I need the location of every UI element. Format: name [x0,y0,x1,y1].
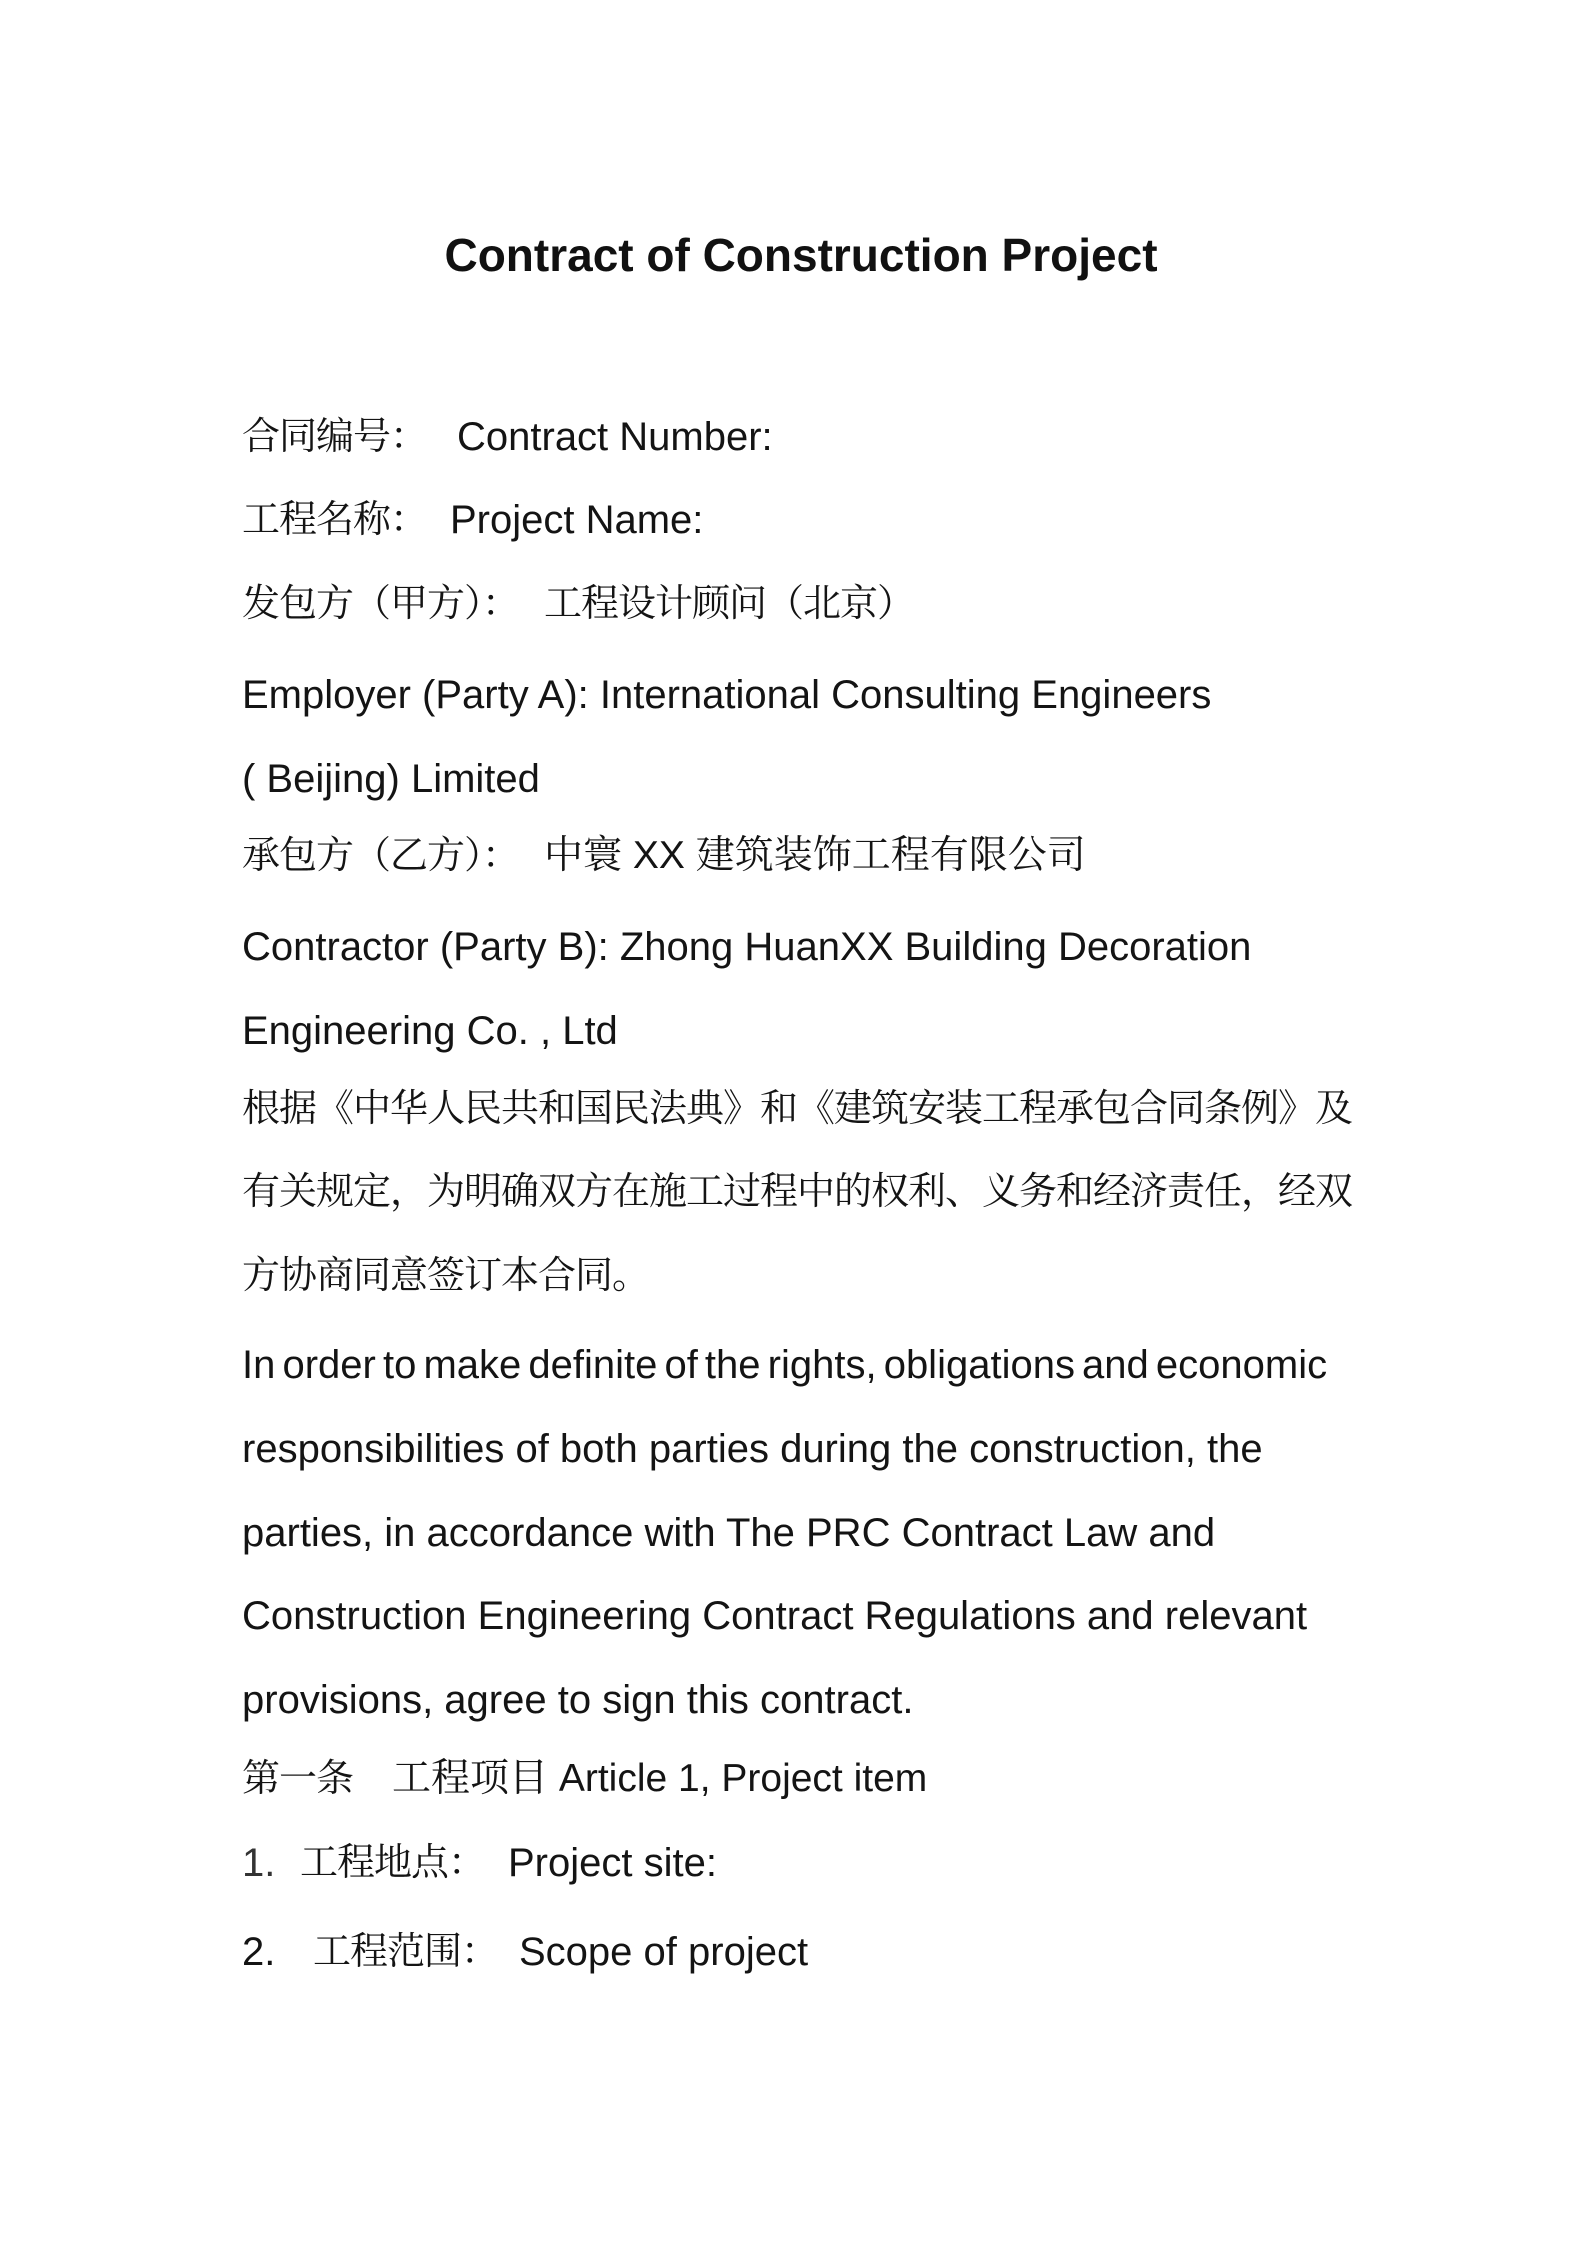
preamble-en-line-4 [242,1586,1542,1646]
contract-number-row [242,407,1542,467]
preamble-cn-text-3: 方协商同意签订本合同。 [242,1255,650,1297]
preamble-en-text-4: Construction Engineering Contract Regulations and relevant [242,1594,1308,1638]
item-1-label-en: Project site: [508,1841,717,1885]
employer-name-cn: 工程设计顾问（北京） [544,583,915,625]
employer-en-text-1: Employer (Party A): International Consulting Engineers [242,673,1212,717]
document-title: Contract of Construction Project [444,229,1158,281]
preamble-en-line-1 [242,1335,1542,1395]
article-1-heading: 工程项目 Article 1, Project item [392,1757,928,1800]
preamble-en-text-3: parties, in accordance with The PRC Contract Law and [242,1511,1216,1555]
article-1-number-cn: 第一条 [242,1758,354,1800]
contractor-cn-row [242,826,1542,886]
article-1-item-2 [242,1922,1542,1982]
article-1-heading-row [242,1749,1542,1809]
contractor-en-text-2: Engineering Co. , Ltd [242,1009,618,1053]
item-2-number: 2. [242,1930,276,1974]
preamble-en-text-5: provisions, agree to sign this contract. [242,1678,914,1722]
preamble-cn-text-1: 根据《中华人民共和国民法典》和《建筑安装工程承包合同条例》及 [242,1088,1353,1130]
preamble-en-text-2: responsibilities of both parties during the construction, the [242,1427,1263,1471]
contract-number-label-cn: 合同编号： [242,416,428,458]
employer-en-line-1 [242,665,1542,725]
project-name-label-cn: 工程名称： [242,499,428,541]
employer-en-text-2: ( Beijing) Limited [242,757,540,801]
item-2-label-cn: 工程范围： [313,1931,499,1973]
item-1-number: 1. [242,1841,276,1885]
preamble-cn-line-2 [242,1162,1542,1222]
item-1-label-cn: 工程地点： [300,1842,486,1884]
preamble-en-line-5 [242,1670,1542,1730]
contractor-en-line-1 [242,917,1542,977]
contractor-en-line-2 [242,1001,1542,1061]
employer-label-cn: 发包方（甲方）： [242,583,520,625]
employer-cn-row [242,574,1542,634]
contractor-label-cn: 承包方（乙方）： [242,835,520,877]
preamble-en-line-3 [242,1503,1542,1563]
preamble-en-line-2 [242,1419,1542,1479]
preamble-cn-line-3 [242,1246,1542,1306]
preamble-cn-line-1 [242,1079,1542,1139]
item-2-label-en: Scope of project [519,1930,809,1974]
contractor-name-cn: 中寰 XX 建筑装饰工程有限公司 [544,834,1086,877]
contractor-en-text-1: Contractor (Party B): Zhong HuanXX Building Decoration [242,925,1252,969]
preamble-cn-text-2: 有关规定，为明确双方在施工过程中的权利、义务和经济责任，经双 [242,1171,1353,1213]
preamble-en-text-1: In order to make definite of the rights, obligations and economic [242,1343,1328,1387]
article-1-item-1 [242,1833,1542,1893]
contract-number-label-en: Contract Number: [457,415,773,459]
project-name-row [242,490,1542,550]
employer-en-line-2 [242,749,1542,809]
project-name-label-en: Project Name: [450,498,704,542]
